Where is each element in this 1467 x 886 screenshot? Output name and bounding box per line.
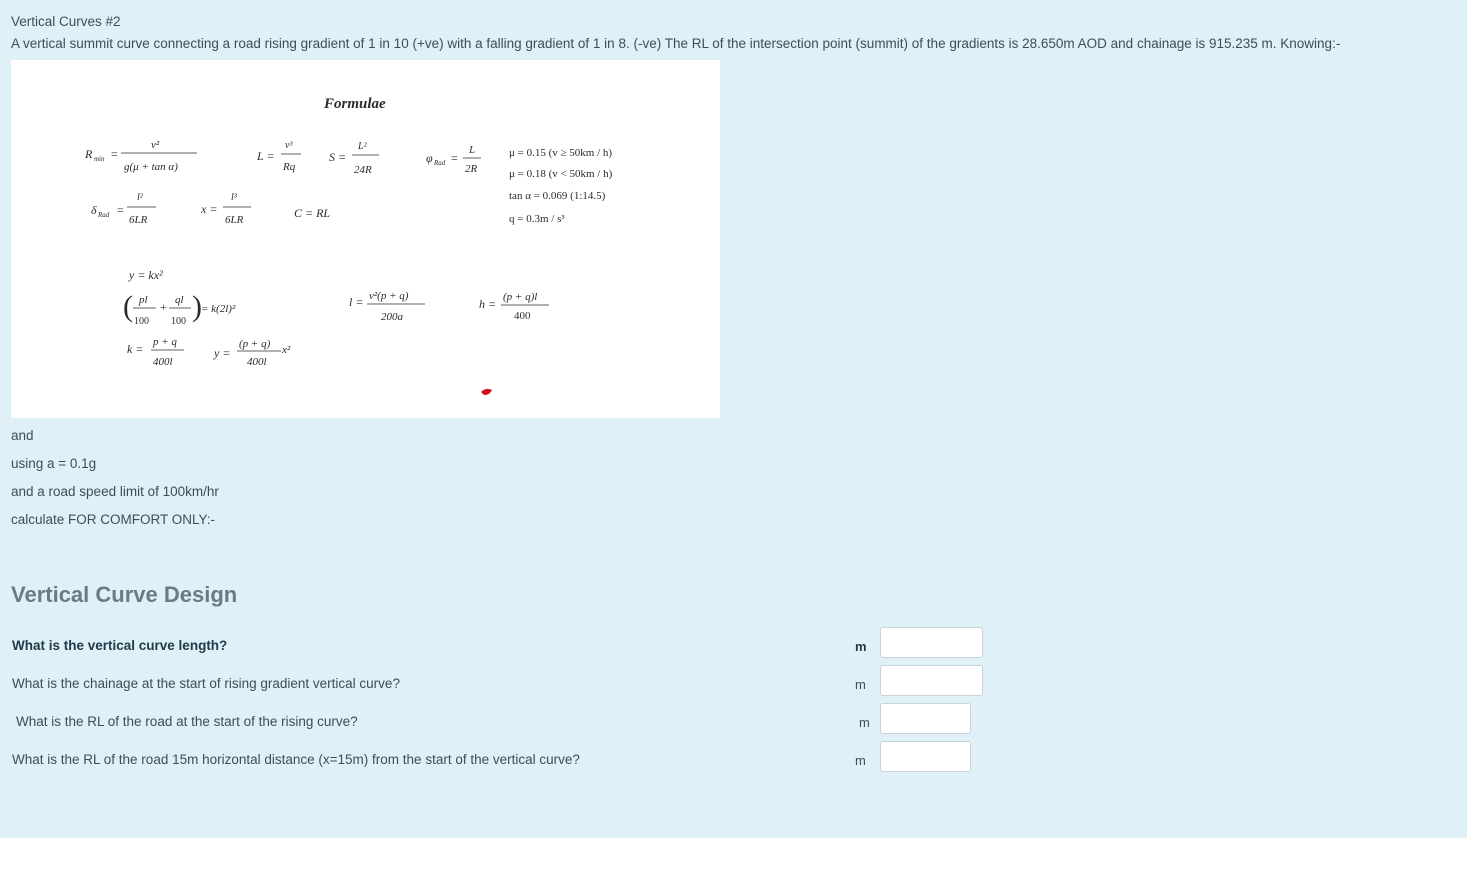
formula-k2l: = k(2l)²: [201, 303, 236, 315]
formula-s-den: 24R: [354, 164, 372, 176]
q3-unit: m: [859, 715, 870, 730]
svg-text:y =: y =: [214, 346, 231, 360]
formula-r-lhs: R: [85, 147, 93, 161]
formula-100b: 100: [171, 316, 186, 327]
question-title: Vertical Curves #2: [11, 14, 121, 29]
formula-mu2: μ = 0.18 (v < 50km / h): [509, 168, 613, 180]
formula-y-kx2: y = kx²: [129, 268, 163, 282]
formula-phi-num: L: [469, 144, 476, 156]
formula-delta-num: l²: [137, 192, 143, 203]
q2-answer-input[interactable]: [880, 665, 983, 696]
formula-phi-den: 2R: [465, 163, 478, 175]
formula-l2-num: v²(p + q): [369, 290, 409, 302]
formula-tan: tan α = 0.069 (1:14.5): [509, 190, 606, 202]
q3-label: What is the RL of the road at the start of the rising curve?: [16, 714, 358, 729]
formula-h-num: (p + q)l: [503, 291, 538, 303]
formula-l-num: v³: [285, 140, 293, 151]
section-title: Vertical Curve Design: [11, 582, 238, 607]
formula-x-den: 6LR: [225, 214, 244, 226]
svg-text:x =: x =: [201, 202, 218, 216]
cond-instruction: calculate FOR COMFORT ONLY:-: [11, 512, 216, 527]
svg-text:=: =: [451, 151, 458, 165]
formula-x-num: l³: [231, 192, 237, 203]
svg-text:l =: l =: [349, 295, 364, 309]
formula-r-num: v²: [151, 139, 160, 151]
formula-pl: pl: [139, 294, 148, 306]
cond-and: and: [11, 428, 34, 443]
question-prompt: A vertical summit curve connecting a road rising gradient of 1 in 10 (+ve) with a falling gradient of 1 in 8. (-ve) The RL of the intersection point (summit) of the gradients is 28.650m AOD and chainage is 915.235 m. Knowing:-: [11, 36, 1341, 51]
svg-text:φ: φ: [426, 151, 433, 165]
formula-r-den: g(μ + tan α): [124, 161, 178, 173]
formula-yb-x2: x²: [282, 344, 291, 356]
q4-unit: m: [855, 753, 866, 768]
svg-text:S =: S =: [329, 150, 347, 164]
cond-speed: and a road speed limit of 100km/hr: [11, 484, 219, 499]
formula-r-sub: min: [94, 155, 105, 163]
formula-mu1: μ = 0.15 (v ≥ 50km / h): [509, 147, 613, 159]
formula-h-den: 400: [514, 310, 531, 322]
formula-l-den: Rq: [283, 161, 296, 173]
svg-text:L =: L =: [257, 149, 275, 163]
svg-text:+: +: [160, 300, 167, 314]
q3-answer-input[interactable]: [880, 703, 971, 734]
q4-answer-input[interactable]: [880, 741, 971, 772]
svg-text:h =: h =: [479, 297, 497, 311]
formula-ql: ql: [175, 294, 184, 306]
svg-text:=: =: [111, 147, 118, 161]
formula-phi-sub: Rad: [434, 159, 446, 167]
formula-l2-den: 200a: [381, 311, 403, 323]
cond-accel: using a = 0.1g: [11, 456, 97, 471]
formula-q: q = 0.3m / s³: [509, 213, 565, 225]
q4-label: What is the RL of the road 15m horizontal distance (x=15m) from the start of the vertical curve?: [12, 752, 580, 767]
svg-text:(: (: [123, 290, 133, 323]
formulae-image: [11, 60, 720, 418]
svg-text:=: =: [117, 203, 124, 217]
svg-text:): ): [192, 290, 202, 323]
svg-text:k =: k =: [127, 342, 144, 356]
q1-label: What is the vertical curve length?: [12, 638, 228, 653]
formulae-heading: Formulae: [324, 96, 386, 112]
red-mark-icon: [481, 389, 492, 395]
q1-answer-input[interactable]: [880, 627, 983, 658]
formula-k-num: p + q: [153, 336, 177, 348]
svg-text:δ: δ: [91, 203, 97, 217]
formula-s-num: L²: [358, 141, 367, 152]
formula-delta-sub: Rad: [98, 211, 110, 219]
formula-c: C = RL: [294, 206, 331, 220]
formula-k-den: 400l: [153, 356, 173, 368]
q1-unit: m: [855, 639, 867, 654]
formula-delta-den: 6LR: [129, 214, 148, 226]
formula-yb-num: (p + q): [239, 338, 271, 350]
q2-label: What is the chainage at the start of rising gradient vertical curve?: [12, 676, 400, 691]
formula-yb-den: 400l: [247, 356, 267, 368]
formula-100a: 100: [134, 316, 149, 327]
q2-unit: m: [855, 677, 866, 692]
